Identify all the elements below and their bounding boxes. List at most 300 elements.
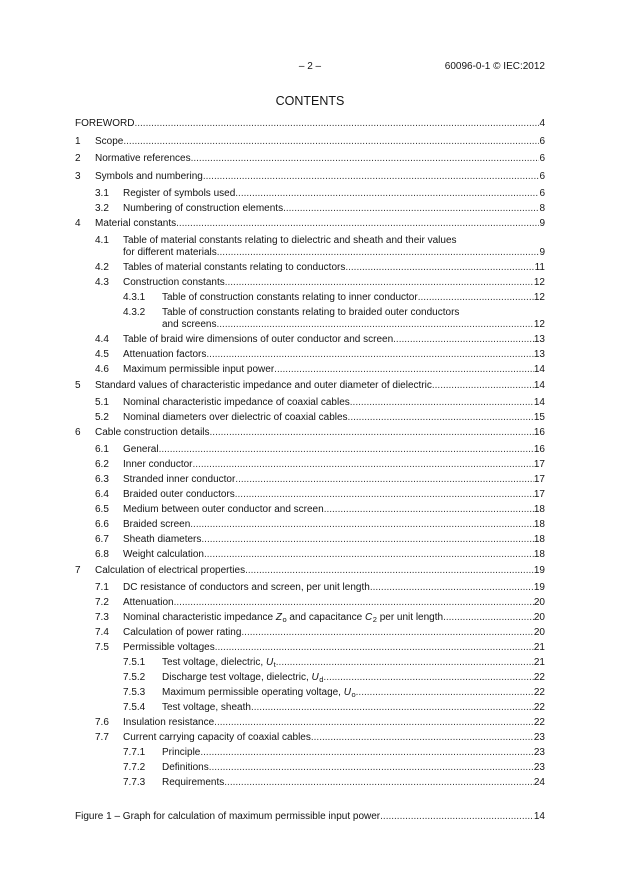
- toc-page-number: 15: [533, 411, 545, 423]
- toc-entry-title: [162, 672, 323, 684]
- toc-entry-title: Calculation of power rating: [123, 626, 242, 638]
- toc-entry-body: [123, 504, 545, 516]
- toc-entry-line: [123, 459, 545, 471]
- toc-entry-title: Scope: [95, 135, 124, 147]
- toc-entry-title: Stranded inner conductor: [123, 474, 236, 485]
- toc-entry-number: 5: [75, 379, 81, 391]
- dot-leader: [380, 811, 534, 823]
- figure-entry-body: [75, 811, 545, 823]
- toc-entry-number: 6.8: [95, 549, 109, 560]
- toc-entry-line: [162, 777, 545, 789]
- toc-entry-body: [123, 474, 545, 486]
- toc-entry: [75, 234, 545, 261]
- toc-entry-title: Attenuation: [123, 596, 174, 608]
- toc-entry-body: [162, 672, 545, 684]
- toc-entry: [75, 580, 545, 595]
- toc-entry: [75, 760, 545, 775]
- toc-entry-number: 4.3.2: [123, 307, 146, 318]
- toc-page-number: 17: [533, 459, 545, 470]
- toc-entry-line: [123, 642, 545, 654]
- toc-page-number: 8: [539, 202, 545, 214]
- toc-entry-number: 5.2: [95, 411, 109, 423]
- toc-entry: [75, 261, 545, 276]
- toc-entry-number: 4.3: [95, 277, 109, 288]
- toc-entry-title: Cable construction details: [95, 427, 210, 438]
- dot-leader: [350, 397, 534, 409]
- toc-entry-number: 2: [75, 153, 81, 164]
- math-subscript: o: [282, 615, 287, 624]
- toc-entry-body: [123, 412, 545, 424]
- toc-entry-body: [123, 732, 545, 744]
- toc-entry: [75, 548, 545, 563]
- toc-entry-line: [123, 519, 545, 531]
- toc-entry: [75, 595, 545, 610]
- toc-entry-body: [95, 136, 545, 148]
- toc-entry: [75, 503, 545, 518]
- dot-leader: [204, 549, 534, 561]
- toc-entry-title: Attenuation factors: [123, 349, 207, 360]
- toc-entry-body: [123, 364, 545, 376]
- math-variable: Z: [275, 611, 282, 623]
- toc-entry: [75, 306, 545, 333]
- toc-page-number: 18: [533, 549, 545, 560]
- toc-entry-number: 7.3: [95, 611, 109, 623]
- dot-leader: [418, 292, 534, 304]
- toc-entry-number: 4.6: [95, 364, 109, 375]
- toc-entry-line: [95, 380, 545, 392]
- toc-entry-number: 6.7: [95, 534, 109, 545]
- toc-entry-title: Construction constants: [123, 277, 225, 288]
- toc-entry-line: [123, 717, 545, 729]
- dot-leader: [241, 627, 533, 639]
- toc-entry-body: [95, 171, 545, 183]
- toc-entry-title: Current carrying capacity of coaxial cables: [123, 731, 311, 743]
- toc-entry-number: 6.6: [95, 519, 109, 530]
- toc-entry-body: [162, 657, 545, 669]
- toc-entry-title: Maximum permissible input power: [123, 364, 275, 375]
- toc-entry-body: [95, 153, 545, 165]
- toc-page-number: 12: [533, 277, 545, 288]
- toc-entry-title: Braided outer conductors: [123, 489, 235, 500]
- toc-entry-line: [123, 203, 545, 215]
- toc-page-number: 17: [533, 489, 545, 500]
- toc-entry-number: 7.5.1: [123, 656, 146, 668]
- toc-entry-body: [123, 519, 545, 531]
- toc-entry-body: [123, 627, 545, 639]
- toc-entry-body: [75, 118, 545, 130]
- toc-entry: [75, 640, 545, 655]
- toc-page-number: 17: [533, 474, 545, 485]
- dot-leader: [134, 118, 539, 130]
- dot-leader: [356, 687, 534, 699]
- toc-entry-body: [95, 427, 545, 439]
- toc-entry-line: [123, 597, 545, 609]
- toc-entry-number: 7.7.1: [123, 746, 146, 758]
- toc-entry-line: [95, 218, 545, 230]
- toc-entry-title: Calculation of electrical properties: [95, 564, 246, 576]
- toc-entry-title: Nominal diameters over dielectric of coaxial cables: [123, 411, 348, 423]
- math-subscript: 2: [372, 615, 377, 624]
- toc-entry-title: Table of construction constants relating to inner conductor: [162, 292, 418, 303]
- toc-entry-title-text: and capacitance: [286, 611, 366, 623]
- dot-leader: [209, 762, 534, 774]
- toc-entry: [75, 291, 545, 306]
- toc-page-number: 12: [533, 319, 545, 330]
- dot-leader: [215, 642, 534, 654]
- toc-entry: [75, 201, 545, 216]
- toc-entry-title-continued: for different materials: [123, 247, 217, 258]
- toc-entry-title: Tables of material constants relating to conductors: [123, 262, 346, 273]
- toc-page-number: 20: [533, 611, 545, 623]
- toc-entry-title: Nominal characteristic impedance of coaxial cables: [123, 396, 350, 408]
- toc-entry-number: 4.5: [95, 349, 109, 360]
- toc-entry: [75, 333, 545, 348]
- math-subscript: d: [319, 675, 324, 684]
- toc-page-number: 16: [533, 444, 545, 455]
- toc-entry-line: [95, 427, 545, 439]
- toc-entry-title-text: Maximum permissible operating voltage,: [162, 686, 344, 698]
- dot-leader: [217, 247, 540, 259]
- toc-page-number: 20: [533, 626, 545, 638]
- toc-entry-body: [123, 534, 545, 546]
- page-number-header: – 2 –: [298, 61, 322, 72]
- toc-entry: [75, 363, 545, 378]
- toc-page-number: 4: [539, 118, 545, 129]
- toc-entry-number: 3: [75, 170, 81, 182]
- toc-page-number: 21: [533, 656, 545, 668]
- dot-leader: [174, 597, 534, 609]
- math-variable: U: [343, 686, 351, 698]
- toc-entry-line: [95, 565, 545, 577]
- dot-leader: [432, 380, 534, 392]
- toc-page-number: 13: [533, 349, 545, 360]
- toc-entry-line: [123, 247, 545, 259]
- toc-entry-line: [123, 474, 545, 486]
- toc-page-number: 6: [539, 153, 545, 164]
- dot-leader: [393, 334, 534, 346]
- toc-page-number: 16: [533, 427, 545, 438]
- dot-leader: [311, 732, 534, 744]
- toc-entry-number: 5.1: [95, 396, 109, 408]
- dot-leader: [159, 444, 534, 456]
- toc-entry-number: 6.5: [95, 504, 109, 515]
- figure-entry: [75, 810, 545, 825]
- toc-entry: [75, 443, 545, 458]
- toc-entry-line: [123, 612, 545, 624]
- toc-entry-body: [162, 777, 545, 789]
- toc-entry-title-text: Discharge test voltage, dielectric,: [162, 671, 312, 683]
- toc-entry-line: [75, 118, 545, 130]
- toc-entry-number: 6.1: [95, 444, 109, 455]
- toc-page-number: 23: [533, 731, 545, 743]
- toc-entry-title: Standard values of characteristic impedance and outer diameter of dielectric: [95, 379, 432, 391]
- toc-entry-body: [123, 459, 545, 471]
- toc-entry-title: Weight calculation: [123, 549, 204, 560]
- toc-entry: [75, 116, 545, 134]
- toc-entry-title: DC resistance of conductors and screen, per unit length: [123, 581, 370, 593]
- toc-page-number: 6: [539, 187, 545, 199]
- toc-entry-body: [123, 582, 545, 594]
- document-id-header: 60096-0-1 © IEC:2012: [444, 61, 545, 72]
- toc-entry-number: 7: [75, 564, 81, 576]
- toc-entry: [75, 775, 545, 790]
- dot-leader: [324, 504, 534, 516]
- dot-leader: [273, 657, 534, 669]
- dot-leader: [345, 262, 534, 274]
- toc-entry-line: [123, 262, 545, 274]
- toc-entry-title-text: Test voltage, dielectric,: [162, 656, 266, 668]
- toc-entry-line: [123, 582, 545, 594]
- toc-entry-number: 3.2: [95, 202, 109, 214]
- toc-page-number: 14: [533, 396, 545, 408]
- toc-entry-title: [123, 612, 443, 624]
- toc-entry-line: [95, 171, 545, 183]
- toc-entry: [75, 488, 545, 503]
- toc-entry-number: 6: [75, 427, 81, 438]
- toc-page-number: 18: [533, 519, 545, 530]
- toc-entry-number: 7.7: [95, 731, 109, 743]
- toc-entry: [75, 134, 545, 152]
- toc-entry-title: Table of construction constants relating to braided outer conductors: [162, 307, 460, 318]
- toc-entry: [75, 186, 545, 201]
- toc-entry-body: [123, 717, 545, 729]
- math-variable: U: [265, 656, 274, 668]
- table-of-contents: [75, 116, 545, 790]
- math-variable: C: [365, 611, 373, 623]
- toc-page-number: 21: [533, 641, 545, 653]
- toc-entry-body: [162, 307, 545, 331]
- toc-page-number: 18: [533, 504, 545, 515]
- toc-entry-line: [123, 235, 545, 247]
- toc-page-number: 24: [533, 776, 545, 788]
- toc-entry: [75, 458, 545, 473]
- toc-entry-title: Medium between outer conductor and screen: [123, 504, 324, 515]
- toc-entry-line: [95, 136, 545, 148]
- toc-entry-title: FOREWORD: [75, 118, 135, 129]
- toc-entry-body: [123, 444, 545, 456]
- dot-leader: [203, 171, 540, 183]
- toc-entry: [75, 610, 545, 625]
- toc-entry-line: [123, 504, 545, 516]
- toc-entry-body: [123, 334, 545, 346]
- toc-entry-line: [123, 412, 545, 424]
- toc-entry: [75, 378, 545, 396]
- toc-entry-title: Inner conductor: [123, 459, 193, 470]
- dot-leader: [274, 364, 534, 376]
- toc-entry: [75, 395, 545, 410]
- toc-entry-line: [123, 549, 545, 561]
- toc-entry-title: Table of material constants relating to dielectric and sheath and their values: [123, 235, 457, 246]
- toc-entry-body: [123, 549, 545, 561]
- toc-entry-line: [123, 277, 545, 289]
- toc-page-number: 19: [533, 581, 545, 593]
- toc-entry-body: [123, 612, 545, 624]
- toc-entry-line: [123, 397, 545, 409]
- toc-entry-line: [162, 747, 545, 759]
- toc-entry: [75, 715, 545, 730]
- dot-leader: [370, 582, 534, 594]
- toc-entry-line: [123, 188, 545, 200]
- toc-entry-number: 4.3.1: [123, 292, 146, 303]
- toc-entry: [75, 216, 545, 234]
- toc-entry-title: Table of braid wire dimensions of outer conductor and screen: [123, 334, 394, 345]
- toc-entry-title: Braided screen: [123, 519, 191, 530]
- toc-entry-title-text: Nominal characteristic impedance: [123, 611, 276, 623]
- toc-page-number: 14: [533, 379, 545, 391]
- toc-entry-line: [123, 732, 545, 744]
- toc-entry-title: Numbering of construction elements: [123, 202, 284, 214]
- toc-entry: [75, 348, 545, 363]
- dot-leader: [323, 672, 533, 684]
- dot-leader: [193, 459, 534, 471]
- dot-leader: [200, 747, 534, 759]
- toc-entry-line: [162, 762, 545, 774]
- toc-entry-number: 6.4: [95, 489, 109, 500]
- toc-entry-number: 1: [75, 135, 81, 147]
- toc-entry-line: [123, 349, 545, 361]
- toc-entry-title: Requirements: [162, 776, 225, 788]
- toc-entry-body: [162, 747, 545, 759]
- toc-entry-body: [95, 218, 545, 230]
- toc-entry: [75, 563, 545, 581]
- toc-entry: [75, 670, 545, 685]
- toc-entry-line: [162, 319, 545, 331]
- toc-entry-number: 3.1: [95, 187, 109, 199]
- toc-entry-number: 7.1: [95, 581, 109, 593]
- toc-entry-number: 7.7.2: [123, 761, 146, 773]
- toc-entry-title: Register of symbols used: [123, 187, 236, 199]
- toc-entry-body: [123, 262, 545, 274]
- toc-entry-title: Definitions: [162, 761, 209, 773]
- toc-entry: [75, 473, 545, 488]
- toc-entry-number: 4.2: [95, 262, 109, 273]
- math-variable: U: [311, 671, 319, 683]
- toc-page-number: 22: [533, 686, 545, 698]
- toc-entry-title-text: per unit length: [376, 611, 444, 623]
- dot-leader: [283, 203, 539, 215]
- toc-entry-line: [162, 307, 545, 319]
- dot-leader: [210, 427, 534, 439]
- toc-page-number: 23: [533, 761, 545, 773]
- toc-entry: [75, 655, 545, 670]
- toc-entry: [75, 151, 545, 169]
- toc-entry-body: [123, 203, 545, 215]
- toc-entry: [75, 169, 545, 187]
- toc-entry-title: Sheath diameters: [123, 534, 202, 545]
- toc-entry-body: [123, 597, 545, 609]
- toc-entry-line: [162, 672, 545, 684]
- toc-entry-number: 7.4: [95, 626, 109, 638]
- toc-entry: [75, 276, 545, 291]
- toc-entry-line: [123, 489, 545, 501]
- dot-leader: [190, 519, 534, 531]
- dot-leader: [348, 412, 534, 424]
- dot-leader: [214, 717, 534, 729]
- toc-entry-line: [95, 153, 545, 165]
- toc-entry-line: [162, 687, 545, 699]
- toc-page-number: 19: [533, 564, 545, 576]
- toc-entry-title: General: [123, 444, 159, 455]
- toc-entry-title: Test voltage, sheath: [162, 701, 251, 713]
- toc-entry-body: [123, 397, 545, 409]
- toc-entry-number: 7.6: [95, 716, 109, 728]
- toc-entry-body: [123, 188, 545, 200]
- toc-entry-title: Material constants: [95, 218, 177, 229]
- toc-entry-line: [123, 627, 545, 639]
- toc-page-number: 22: [533, 701, 545, 713]
- toc-page-number: 14: [533, 364, 545, 375]
- toc-entry-line: [162, 702, 545, 714]
- toc-entry: [75, 745, 545, 760]
- list-of-figures: [75, 810, 545, 825]
- toc-entry: [75, 410, 545, 425]
- dot-leader: [251, 702, 534, 714]
- figure-entry-title: Figure 1 – Graph for calculation of maximum permissible input power: [75, 811, 381, 822]
- toc-entry: [75, 425, 545, 443]
- dot-leader: [191, 153, 540, 165]
- toc-entry-line: [123, 444, 545, 456]
- toc-entry-line: [123, 334, 545, 346]
- dot-leader: [235, 188, 539, 200]
- figure-page-number: 14: [533, 811, 545, 822]
- toc-entry: [75, 685, 545, 700]
- toc-entry-line: [123, 364, 545, 376]
- toc-entry-title: Symbols and numbering: [95, 170, 203, 182]
- dot-leader: [224, 777, 534, 789]
- toc-entry-body: [123, 489, 545, 501]
- toc-page-number: 12: [533, 292, 545, 303]
- toc-entry-line: [162, 657, 545, 669]
- toc-entry-body: [162, 762, 545, 774]
- toc-page-number: 6: [539, 170, 545, 182]
- toc-entry-body: [162, 702, 545, 714]
- toc-entry-title: Normative references: [95, 153, 191, 164]
- dot-leader: [443, 612, 534, 624]
- toc-entry-body: [123, 277, 545, 289]
- toc-entry-title: Insulation resistance: [123, 716, 215, 728]
- toc-entry: [75, 625, 545, 640]
- toc-entry-body: [123, 642, 545, 654]
- toc-entry-number: 7.2: [95, 596, 109, 608]
- math-subscript: o: [351, 690, 356, 699]
- toc-entry: [75, 730, 545, 745]
- toc-page-number: 11: [534, 262, 545, 273]
- dot-leader: [216, 319, 533, 331]
- toc-entry-body: [123, 349, 545, 361]
- toc-entry-number: 7.7.3: [123, 776, 146, 788]
- toc-entry-number: 7.5.4: [123, 701, 146, 713]
- toc-entry-number: 6.2: [95, 459, 109, 470]
- toc-entry-number: 7.5.2: [123, 671, 146, 683]
- toc-page-number: 6: [539, 135, 545, 147]
- dot-leader: [225, 277, 534, 289]
- dot-leader: [235, 474, 534, 486]
- toc-page-number: 20: [533, 596, 545, 608]
- dot-leader: [123, 136, 539, 148]
- toc-page-number: 13: [533, 334, 545, 345]
- dot-leader: [245, 565, 534, 577]
- toc-entry-body: [162, 687, 545, 699]
- dot-leader: [201, 534, 533, 546]
- toc-entry-body: [162, 292, 545, 304]
- toc-entry-number: 4: [75, 218, 81, 229]
- toc-entry-number: 4.1: [95, 235, 109, 246]
- toc-entry: [75, 533, 545, 548]
- toc-entry-number: 6.3: [95, 474, 109, 485]
- toc-entry-number: 7.5: [95, 641, 109, 653]
- toc-entry-number: 4.4: [95, 334, 109, 345]
- contents-title: CONTENTS: [275, 94, 345, 108]
